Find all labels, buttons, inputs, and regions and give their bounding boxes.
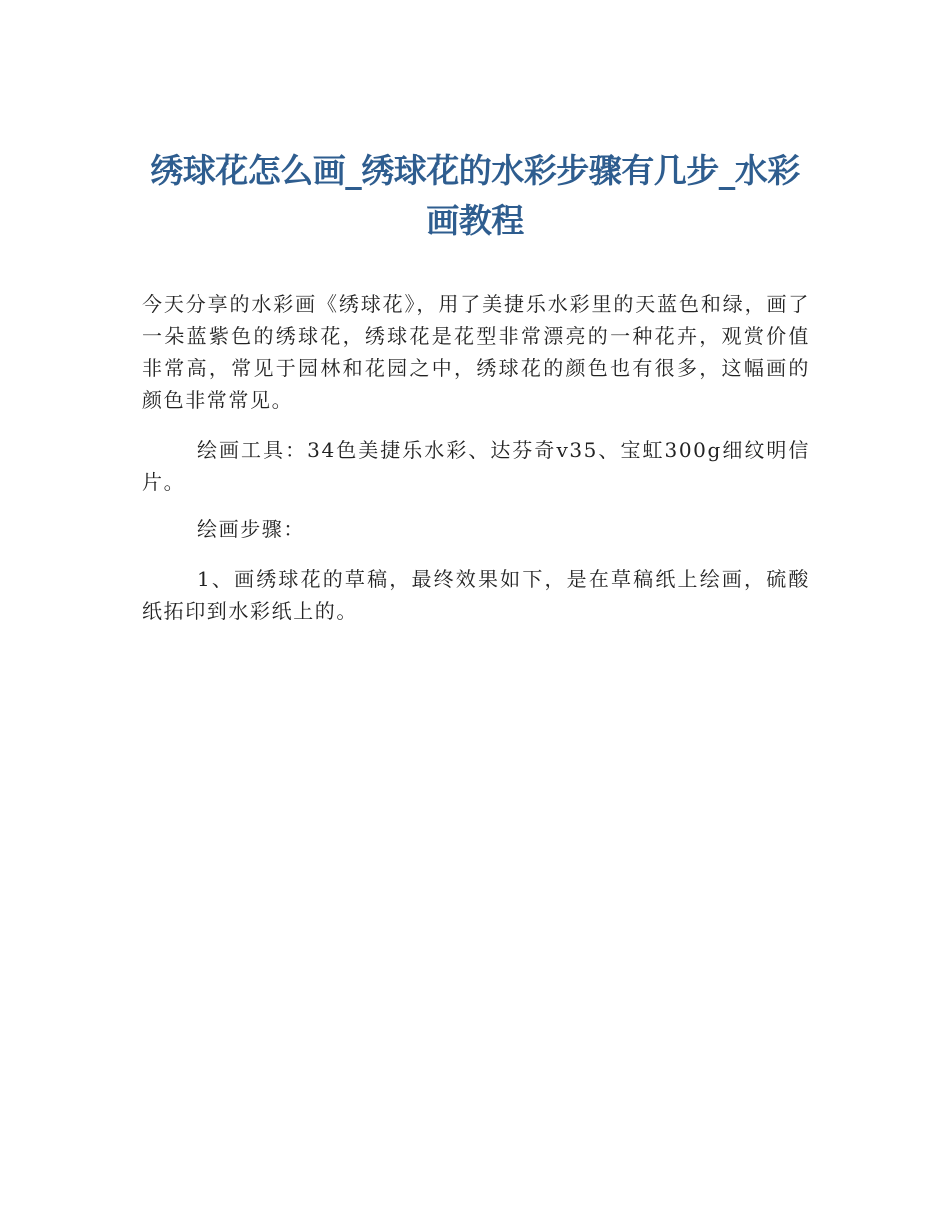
document-title: 绣球花怎么画_绣球花的水彩步骤有几步_水彩画教程 <box>150 151 800 240</box>
step-one-paragraph: 1、画绣球花的草稿，最终效果如下，是在草稿纸上绘画，硫酸纸拓印到水彩纸上的。 <box>142 567 810 623</box>
steps-heading-paragraph: 绘画步骤： <box>197 517 305 541</box>
tools-paragraph: 绘画工具：34色美捷乐水彩、达芬奇v35、宝虹300g细纹明信片。 <box>142 438 810 494</box>
intro-paragraph: 今天分享的水彩画《绣球花》，用了美捷乐水彩里的天蓝色和绿，画了一朵蓝紫色的绣球花，绣球花是花型非常漂亮的一种花卉，观赏价值非常高，常见于园林和花园之中，绣球花的颜色也有很多，这幅画的颜色非常常见。 <box>142 292 810 412</box>
